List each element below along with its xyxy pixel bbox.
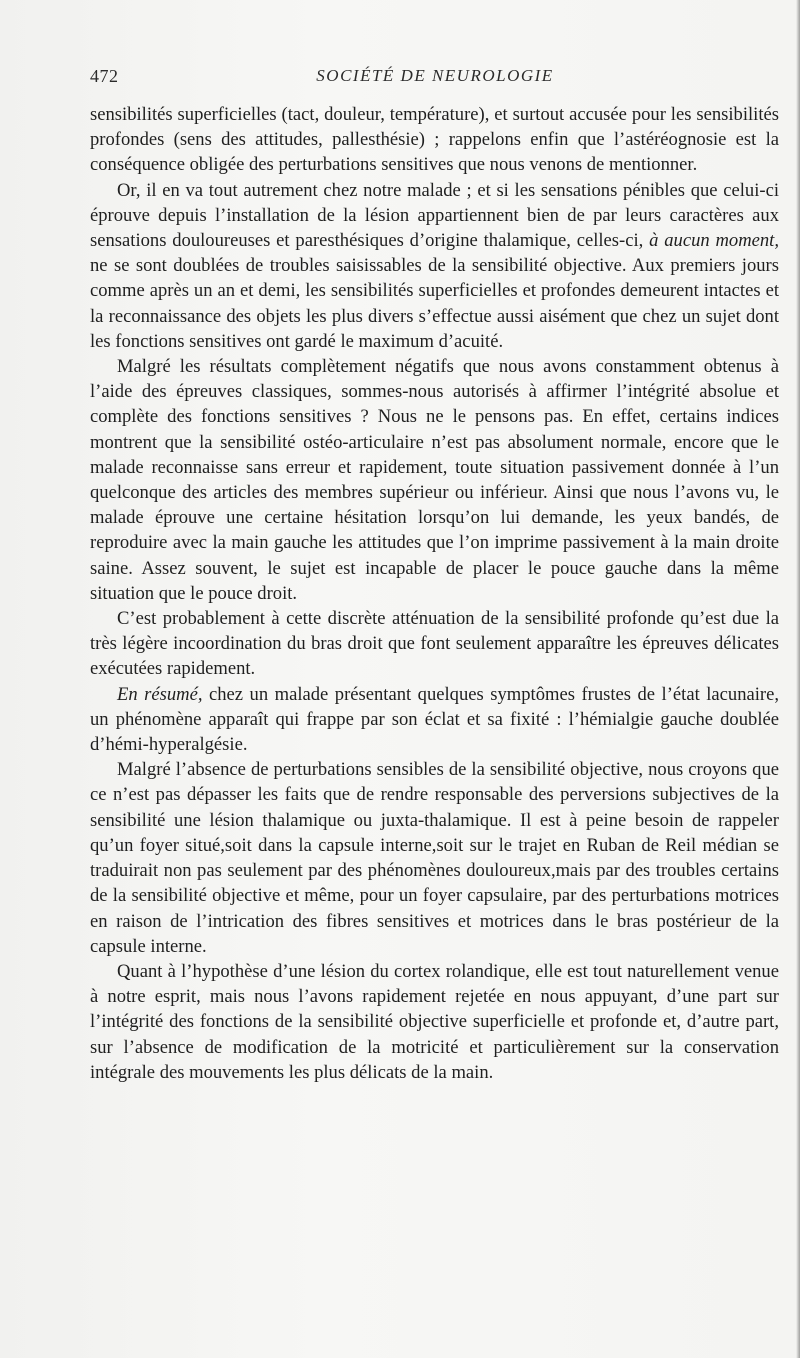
paragraph-5 (90, 682, 779, 758)
body-text (90, 102, 779, 1085)
paragraph-2-text-before: Or, il en va tout autrement chez notre malade ; et si les sensations pénibles que celui-ci éprouve depuis l’installation de la lésion appartiennent bien de par leurs caractères aux sensations douloureuses et paresthésiques d’origine thalamique, celles-ci, (90, 179, 779, 252)
paragraph-3: Malgré les résultats complètement négatifs que nous avons constamment obtenus à l’aide des épreuves classiques, sommes-nous autorisés à affirmer l’intégrité absolue et complète des fonctions sensitives ? Nous ne le pensons pas. En effet, certains indices montrent que la sensibilité ostéo-articulaire n’est pas absolument normale, encore que le malade reconnaisse sans erreur et rapidement, toute situation passivement donnée à l’un quelconque des articles des membres supérieur ou inférieur. Ainsi que nous l’avons vu, le malade éprouve une certaine hésitation lorsqu’on lui demande, les yeux bandés, de reproduire avec la main gauche les attitudes que l’on imprime passivement à la main droite saine. Assez souvent, le sujet est incapable de placer le pouce gauche dans la même situation que le pouce droit. (90, 356, 779, 604)
paragraph-5-text: chez un malade présentant quelques symptômes frustes de l’état lacunaire, un phénomène apparaît qui frappe par son éclat et sa fixité : l’hémialgie gauche doublée d’hémi-hyperalgésie. (90, 683, 780, 756)
paragraph-4: C’est probablement à cette discrète atténuation de la sensibilité profonde qu’est due la très légère incoordination du bras droit que font seulement apparaître les épreuves délicates exécutées rapidement. (90, 608, 779, 680)
page-edge-shadow (796, 0, 800, 1358)
running-title: SOCIÉTÉ DE NEUROLOGIE (316, 66, 554, 85)
page-number: 472 (90, 66, 119, 86)
paragraph-1: sensibilités superficielles (tact, douleur, température), et surtout accusée pour les sensibilités profondes (sens des attitudes, pallesthésie) ; rappelons enfin que l’astéréognosie est la conséquence obligée des perturbations sensitives que nous venons de mentionner. (90, 104, 779, 176)
paragraph-2 (90, 178, 779, 354)
paragraph-7: Quant à l’hypothèse d’une lésion du cortex rolandique, elle est tout naturellement venue à notre esprit, mais nous l’avons rapidement rejetée en nous appuyant, d’une part sur l’intégrité des fonctions de la sensibilité objective superficielle et profonde et, d’autre part, sur l’absence de modification de la motricité et particulièrement sur la conservation intégrale des mouvements les plus délicats de la main. (90, 960, 779, 1083)
paragraph-5-emphasis: En résumé, (117, 683, 203, 705)
paragraph-6: Malgré l’absence de perturbations sensibles de la sensibilité objective, nous croyons que ce n’est pas dépasser les faits que de rendre responsable des perversions subjectives de la sensibilité une lésion thalamique ou juxta-thalamique. Il est à peine besoin de rappeler qu’un foyer situé,soit dans la capsule interne,soit sur le trajet en Ruban de Reil médian se traduirait non pas seulement par des phénomènes douloureux,mais par des troubles certains de la sensibilité objective et même, pour un foyer capsulaire, par des perturbations motrices en raison de l’intrication des fibres sensitives et motrices dans le bras postérieur de la capsule interne. (90, 759, 779, 957)
paragraph-2-text-after: ne se sont doublées de troubles saisissables de la sensibilité objective. Aux premiers jours comme après un an et demi, les sensibilités superficielles et profondes demeurent intactes et la reconnaissance des objets les plus divers s’effectue aussi aisément que chez un sujet dont les fonctions sensitives ont gardé le maximum d’acuité. (90, 255, 779, 352)
page-header (90, 66, 780, 92)
paragraph-2-emphasis: à aucun moment, (649, 230, 779, 252)
